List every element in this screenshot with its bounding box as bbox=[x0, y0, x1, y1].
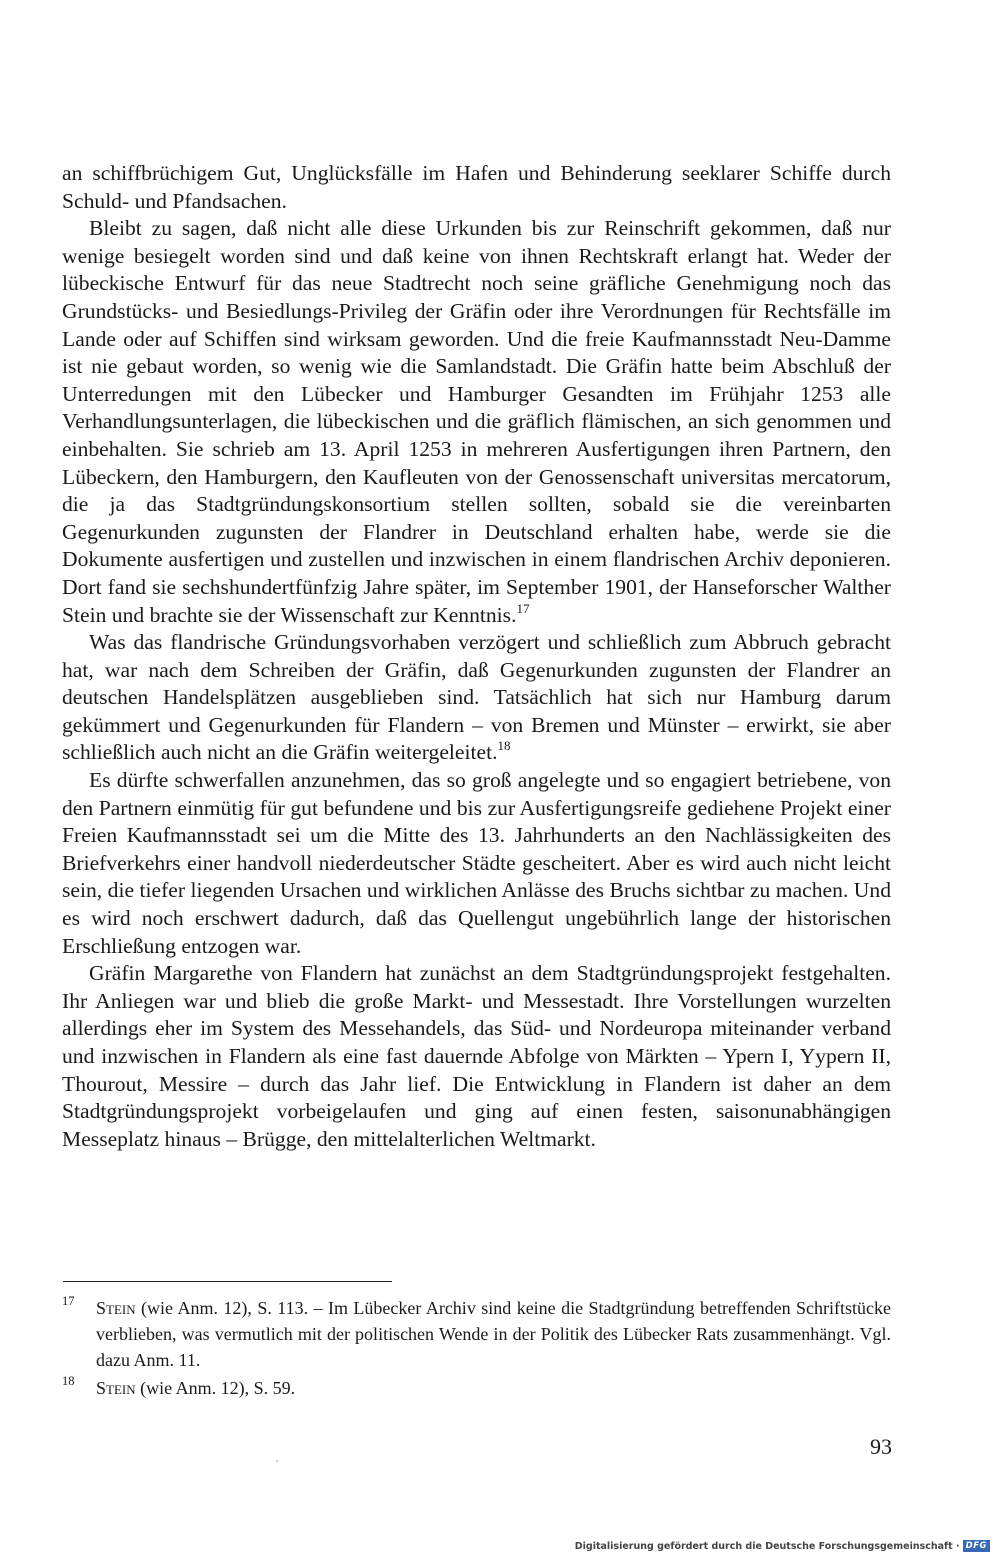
dfg-logo-icon: DFG bbox=[963, 1540, 990, 1552]
scan-speck bbox=[276, 1460, 278, 1462]
footnote bbox=[62, 1295, 891, 1373]
footnote-author: Stein bbox=[96, 1298, 136, 1318]
digitization-notice-text: Digitalisierung gefördert durch die Deutsche Forschungsgemeinschaft · bbox=[574, 1540, 960, 1552]
footnote bbox=[62, 1375, 891, 1401]
footnote-number: 17 bbox=[62, 1294, 75, 1308]
main-text bbox=[62, 160, 891, 1153]
footnote-text: (wie Anm. 12), S. 59. bbox=[135, 1378, 296, 1398]
footnote-number: 18 bbox=[62, 1374, 75, 1388]
paragraph: Gräfin Margarethe von Flandern hat zunächst an dem Stadtgründungsprojekt festgehalten. Ihr Anliegen war und blieb die große Markt- und Messestadt. Ihre Vorstellungen wurzelten allerdings eher im System des Messehandels, das Süd- und Nordeuropa miteinander verband und inzwischen in Flandern als eine fast dauernde Abfolge von Märkten – Ypern I, Yypern II, Thourout, Messire – durch das Jahr lief. Die Entwicklung in Flandern ist daher an dem Stadtgründungsprojekt vorbeigelaufen und ging auf einen festen, saisonunabhängigen Messeplatz hinaus – Brügge, den mittelalterlichen Weltmarkt. bbox=[62, 961, 891, 1151]
footnote-divider bbox=[63, 1281, 392, 1282]
paragraph: Bleibt zu sagen, daß nicht alle diese Urkunden bis zur Reinschrift gekommen, daß nur wenige besiegelt worden sind und daß keine von ihnen Rechtskraft erlangt hat. Weder der lübeckische Entwurf für das neue Stadtrecht noch seine gräfliche Genehmigung noch das Grundstücks- und Besiedlungs-Privileg der Gräfin oder ihre Verordnungen für Rechtsfälle im Lande oder auf Schiffen sind wirksam geworden. Und die freie Kaufmannsstadt Neu-Damme ist nie gebaut worden, so wenig wie die Samlandstadt. Die Gräfin hatte beim Abschluß der Unterredungen mit den Lübecker und Hamburger Gesandten im Frühjahr 1253 alle Verhandlungsunterlagen, die lübeckischen und die gräflich flämischen, an sich genommen und einbehalten. Sie schrieb am 13. April 1253 in mehreren Ausfertigungen ihren Partnern, den Lübeckern, den Hamburgern, den Kaufleuten von der Genossenschaft universitas mercatorum, die ja das Stadtgründungskonsortium stellen sollten, sobald sie die vereinbarten Gegenurkunden zugunsten der Flandrer in Deutschland erhalten habe, werde sie die Dokumente ausfertigen und zustellen und inzwischen in einem flandrischen Archiv deponieren. Dort fand sie sechshundertfünfzig Jahre später, im September 1901, der Hanseforscher Walther Stein und brachte sie der Wissenschaft zur Kenntnis.$^{17}$ bbox=[62, 216, 891, 627]
page-number: 93 bbox=[870, 1434, 892, 1459]
paragraph: an schiffbrüchigem Gut, Unglücksfälle im Hafen und Behinderung seeklarer Schiffe durch Schuld- und Pfandsachen. bbox=[62, 161, 891, 213]
footnotes bbox=[62, 1295, 891, 1403]
footnote-text: (wie Anm. 12), S. 113. – Im Lübecker Archiv sind keine die Stadtgründung betreffenden Schriftstücke verblieben, was vermutlich mit der politischen Wende in der Politik des Lübecker Rats zusammenhängt. Vgl. dazu Anm. 11. bbox=[96, 1298, 891, 1370]
footnote-author: Stein bbox=[96, 1378, 136, 1398]
footnote-reference[interactable]: 18 bbox=[497, 738, 511, 754]
digitization-notice bbox=[575, 1539, 990, 1553]
paragraph: Was das flandrische Gründungsvorhaben verzögert und schließlich zum Abbruch gebracht hat, war nach dem Schreiben der Gräfin, daß Gegenurkunden zugunsten der Flandrer an deutschen Handelsplätzen ausgeblieben sind. Tatsächlich hat sich nur Hamburg darum gekümmert und Gegenurkunden für Flandern – von Bremen und Münster – erwirkt, sie aber schließlich auch nicht an die Gräfin weitergeleitet.$^{18}$ bbox=[62, 630, 891, 765]
footnote-reference[interactable]: 17 bbox=[516, 600, 530, 616]
paragraph: Es dürfte schwerfallen anzunehmen, das so groß angelegte und so engagiert betriebene, von den Partnern einmütig für gut befundene und bis zur Ausfertigungsreife gediehene Projekt einer Freien Kaufmannsstadt sei um die Mitte des 13. Jahrhunderts an den Nachlässigkeiten des Briefverkehrs einer handvoll niederdeutscher Städte gescheitert. Aber es wird auch nicht leicht sein, die tiefer liegenden Ursachen und wirklichen Anlässe des Bruchs sichtbar zu machen. Und es wird noch erschwert dadurch, daß das Quellengut ungebührlich lange der historischen Erschließung entzogen war. bbox=[62, 768, 891, 958]
